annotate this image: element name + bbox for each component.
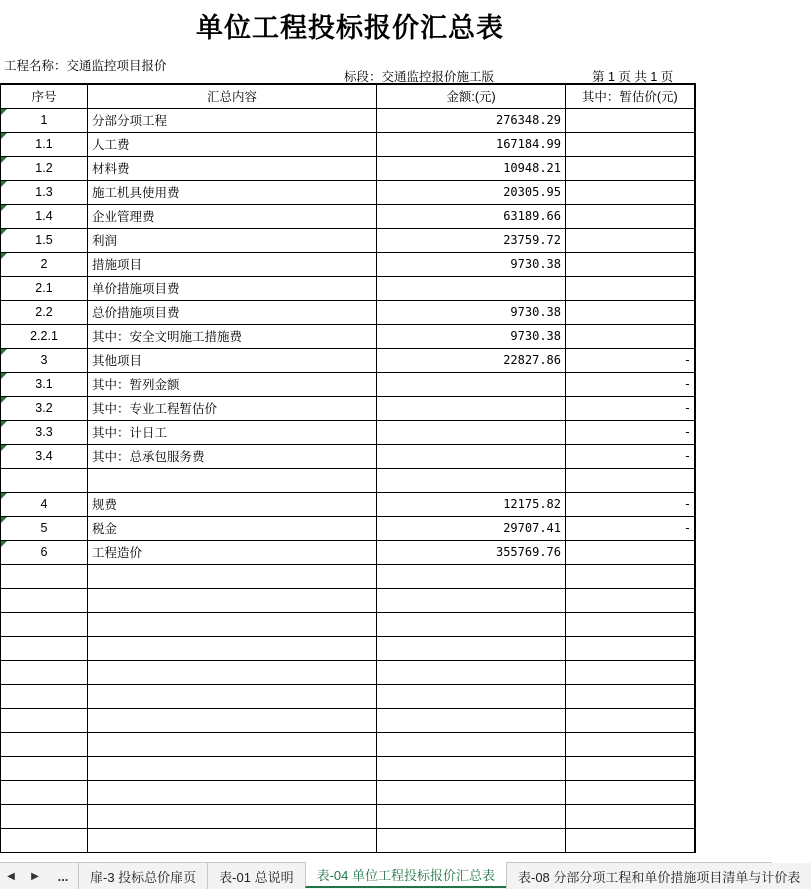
cell-seq[interactable] (1, 276, 88, 300)
cell-provisional[interactable] (566, 468, 695, 492)
cell-seq-text: 1.5 (35, 233, 53, 247)
table-row (1, 444, 695, 468)
empty-cell[interactable] (377, 828, 566, 852)
empty-cell[interactable] (1, 780, 88, 804)
cell-amount[interactable] (377, 204, 566, 228)
cell-seq-text: 3.1 (35, 377, 53, 391)
cell-content-text: 措施项目 (92, 258, 143, 272)
cell-provisional-text: - (685, 353, 690, 367)
cell-content[interactable] (88, 252, 377, 276)
cell-content-text: 其中：计日工 (92, 426, 168, 440)
cell-seq-text: 1.1 (35, 137, 53, 151)
cell-provisional[interactable] (566, 252, 695, 276)
empty-cell[interactable] (377, 612, 566, 636)
cell-content-text: 人工费 (92, 138, 130, 152)
empty-cell[interactable] (377, 588, 566, 612)
empty-row (1, 828, 695, 852)
cell-provisional[interactable] (566, 300, 695, 324)
cell-amount-text: 355769.76 (495, 545, 561, 559)
cell-amount-text: 167184.99 (495, 137, 561, 151)
cell-provisional[interactable] (566, 372, 695, 396)
cell-content-text: 税金 (92, 522, 118, 536)
cell-content[interactable] (88, 468, 377, 492)
empty-cell[interactable] (1, 732, 88, 756)
sheet-tab-cover[interactable]: 扉-3 投标总价扉页 (78, 863, 207, 889)
cell-error-indicator-icon (1, 421, 7, 427)
empty-cell[interactable] (88, 708, 377, 732)
cell-content-text: 其中：暂列金额 (92, 378, 180, 392)
table-row (1, 516, 695, 540)
empty-cell[interactable] (377, 804, 566, 828)
cell-amount-text: 276348.29 (495, 113, 561, 127)
table-row (1, 228, 695, 252)
cell-content[interactable] (88, 156, 377, 180)
cell-error-indicator-icon (1, 253, 7, 259)
table-row (1, 276, 695, 300)
cell-amount[interactable] (377, 156, 566, 180)
table-row (1, 108, 695, 132)
cell-provisional[interactable] (566, 348, 695, 372)
cell-content[interactable] (88, 372, 377, 396)
empty-cell[interactable] (377, 780, 566, 804)
empty-cell[interactable] (566, 804, 695, 828)
empty-row (1, 804, 695, 828)
empty-cell[interactable] (377, 732, 566, 756)
empty-cell[interactable] (88, 732, 377, 756)
cell-content-text: 单价措施项目费 (92, 282, 180, 296)
page-count-label: 第 1 页 共 1 页 (592, 70, 674, 84)
cell-error-indicator-icon (1, 109, 7, 115)
cell-content-text: 其中：专业工程暂估价 (92, 402, 218, 416)
cell-amount[interactable] (377, 324, 566, 348)
empty-cell[interactable] (566, 564, 695, 588)
cell-amount-text: 23759.72 (503, 233, 561, 247)
cell-provisional[interactable] (566, 396, 695, 420)
cell-seq-text: 5 (40, 521, 48, 535)
cell-seq[interactable] (1, 252, 88, 276)
cell-amount-text: 10948.21 (503, 161, 561, 175)
cell-amount-text: 20305.95 (503, 185, 561, 199)
table-row (1, 156, 695, 180)
sheet-tab-bar (0, 862, 801, 889)
table-row (1, 420, 695, 444)
cell-seq[interactable] (1, 396, 88, 420)
empty-cell[interactable] (1, 588, 88, 612)
cell-amount-text: 22827.86 (503, 353, 561, 367)
cell-amount[interactable] (377, 396, 566, 420)
cell-seq-text: 3.3 (35, 425, 53, 439)
cell-seq[interactable] (1, 132, 88, 156)
empty-cell[interactable] (377, 660, 566, 684)
empty-row (1, 684, 695, 708)
cell-error-indicator-icon (1, 397, 7, 403)
cell-provisional[interactable] (566, 108, 695, 132)
empty-cell[interactable] (566, 732, 695, 756)
cell-content-text: 其他项目 (92, 354, 143, 368)
cell-provisional[interactable] (566, 540, 695, 564)
empty-cell[interactable] (88, 612, 377, 636)
cell-seq[interactable] (1, 108, 88, 132)
cell-error-indicator-icon (1, 541, 7, 547)
cell-seq-text: 3.2 (35, 401, 53, 415)
cell-seq-text: 3 (40, 353, 48, 367)
empty-cell[interactable] (377, 708, 566, 732)
table-row (1, 204, 695, 228)
cell-amount[interactable] (377, 108, 566, 132)
cell-seq-text: 4 (40, 497, 48, 511)
cell-content[interactable] (88, 180, 377, 204)
cell-amount-text: 9730.38 (510, 257, 561, 271)
table-row (1, 492, 695, 516)
empty-cell[interactable] (377, 564, 566, 588)
cell-seq[interactable] (1, 156, 88, 180)
cell-amount[interactable] (377, 444, 566, 468)
cell-seq-text: 2.2 (35, 305, 53, 319)
cell-content[interactable] (88, 396, 377, 420)
empty-row (1, 564, 695, 588)
cell-seq-text: 6 (40, 545, 48, 559)
empty-row (1, 756, 695, 780)
cell-amount[interactable] (377, 300, 566, 324)
empty-cell[interactable] (1, 684, 88, 708)
empty-cell[interactable] (88, 804, 377, 828)
empty-cell[interactable] (566, 636, 695, 660)
cell-content-text: 企业管理费 (92, 210, 155, 224)
table-row (1, 300, 695, 324)
cell-amount-text: 9730.38 (510, 305, 561, 319)
empty-cell[interactable] (88, 756, 377, 780)
table-row (1, 252, 695, 276)
empty-cell[interactable] (377, 636, 566, 660)
cell-seq-text: 2.2.1 (30, 329, 58, 343)
cell-content[interactable] (88, 204, 377, 228)
empty-cell[interactable] (1, 564, 88, 588)
empty-cell[interactable] (1, 660, 88, 684)
cell-amount-text: 9730.38 (510, 329, 561, 343)
empty-row (1, 612, 695, 636)
cell-content[interactable] (88, 540, 377, 564)
cell-content[interactable] (88, 444, 377, 468)
cell-content[interactable] (88, 276, 377, 300)
header-amount[interactable]: 金额:(元) (377, 84, 566, 108)
cell-error-indicator-icon (1, 373, 7, 379)
cell-provisional[interactable] (566, 516, 695, 540)
cell-amount-text: 29707.41 (503, 521, 561, 535)
cell-error-indicator-icon (1, 349, 7, 355)
empty-cell[interactable] (1, 708, 88, 732)
cell-provisional[interactable] (566, 420, 695, 444)
empty-cell[interactable] (566, 612, 695, 636)
cell-seq[interactable] (1, 324, 88, 348)
cell-error-indicator-icon (1, 517, 7, 523)
cell-content[interactable] (88, 300, 377, 324)
cell-amount[interactable] (377, 348, 566, 372)
cell-seq-text: 3.4 (35, 449, 53, 463)
empty-cell[interactable] (377, 684, 566, 708)
cell-provisional[interactable] (566, 492, 695, 516)
empty-cell[interactable] (88, 660, 377, 684)
cell-amount[interactable] (377, 180, 566, 204)
empty-cell[interactable] (566, 588, 695, 612)
cell-error-indicator-icon (1, 157, 7, 163)
cell-error-indicator-icon (1, 181, 7, 187)
cell-amount[interactable] (377, 132, 566, 156)
cell-provisional[interactable] (566, 276, 695, 300)
empty-row (1, 636, 695, 660)
cell-seq[interactable] (1, 372, 88, 396)
empty-cell[interactable] (88, 588, 377, 612)
table-body (1, 108, 695, 852)
cell-provisional-text: - (685, 449, 690, 463)
empty-row (1, 660, 695, 684)
empty-cell[interactable] (566, 756, 695, 780)
empty-cell[interactable] (566, 660, 695, 684)
cell-amount[interactable] (377, 420, 566, 444)
cell-content-text: 分部分项工程 (92, 114, 168, 128)
cell-amount[interactable] (377, 276, 566, 300)
empty-cell[interactable] (88, 780, 377, 804)
cell-error-indicator-icon (1, 133, 7, 139)
table-header-row (1, 84, 695, 108)
table-row (1, 372, 695, 396)
cell-seq[interactable] (1, 516, 88, 540)
cell-provisional[interactable] (566, 180, 695, 204)
empty-cell[interactable] (1, 804, 88, 828)
cell-provisional-text: - (685, 521, 690, 535)
sheet-tab-bid-summary[interactable]: 表-04 单位工程投标报价汇总表 (305, 862, 506, 888)
empty-cell[interactable] (566, 708, 695, 732)
empty-cell[interactable] (377, 756, 566, 780)
cell-seq-text: 2.1 (35, 281, 53, 295)
cell-content-text: 其中：安全文明施工措施费 (92, 330, 243, 344)
cell-provisional[interactable] (566, 324, 695, 348)
cell-amount-text: 63189.66 (503, 209, 561, 223)
cell-seq-text: 1 (40, 113, 48, 127)
cell-provisional[interactable] (566, 132, 695, 156)
cell-error-indicator-icon (1, 445, 7, 451)
cell-seq[interactable] (1, 420, 88, 444)
empty-cell[interactable] (1, 636, 88, 660)
cell-provisional[interactable] (566, 156, 695, 180)
cell-seq[interactable] (1, 468, 88, 492)
cell-provisional[interactable] (566, 444, 695, 468)
cell-content[interactable] (88, 348, 377, 372)
cell-seq[interactable] (1, 492, 88, 516)
table-row (1, 180, 695, 204)
cell-seq-text: 1.4 (35, 209, 53, 223)
table-row (1, 468, 695, 492)
cell-seq[interactable] (1, 228, 88, 252)
cell-amount[interactable] (377, 492, 566, 516)
cell-content-text: 施工机具使用费 (92, 186, 180, 200)
triangle-right-icon[interactable]: ▶ (31, 870, 39, 882)
cell-provisional-text: - (685, 425, 690, 439)
cell-content[interactable] (88, 420, 377, 444)
cell-seq-text: 2 (40, 257, 48, 271)
cell-seq[interactable] (1, 348, 88, 372)
sheet-tab-item-pricing[interactable]: 表-08 分部分项工程和单价措施项目清单与计价表 (506, 863, 811, 889)
cell-error-indicator-icon (1, 205, 7, 211)
cell-content-text: 工程造价 (92, 546, 143, 560)
cell-amount[interactable] (377, 252, 566, 276)
cell-content-text: 材料费 (92, 162, 130, 176)
cell-seq[interactable] (1, 300, 88, 324)
cell-provisional[interactable] (566, 204, 695, 228)
report-title: 单位工程投标报价汇总表 (196, 13, 504, 44)
empty-row (1, 732, 695, 756)
cell-seq[interactable] (1, 444, 88, 468)
empty-row (1, 588, 695, 612)
empty-cell[interactable] (1, 828, 88, 852)
cell-error-indicator-icon (1, 229, 7, 235)
cell-content[interactable] (88, 492, 377, 516)
cell-provisional-text: - (685, 377, 690, 391)
cell-amount[interactable] (377, 540, 566, 564)
cell-provisional-text: - (685, 401, 690, 415)
header-provisional[interactable]: 其中：暂估价(元) (566, 84, 695, 108)
cell-amount[interactable] (377, 468, 566, 492)
cell-amount[interactable] (377, 516, 566, 540)
empty-cell[interactable] (88, 564, 377, 588)
cell-provisional[interactable] (566, 228, 695, 252)
header-content[interactable]: 汇总内容 (88, 84, 377, 108)
table-row (1, 396, 695, 420)
sheet-tab-general-notes[interactable]: 表-01 总说明 (207, 863, 304, 889)
table-row (1, 348, 695, 372)
project-name-label: 工程名称：交通监控项目报价 (4, 59, 167, 73)
cell-amount[interactable] (377, 372, 566, 396)
section-label: 标段：交通监控报价施工版 (344, 70, 495, 84)
cell-provisional-text: - (685, 497, 690, 511)
empty-cell[interactable] (566, 684, 695, 708)
cell-content[interactable] (88, 108, 377, 132)
cell-content-text: 总价措施项目费 (92, 306, 180, 320)
cell-amount[interactable] (377, 228, 566, 252)
triangle-left-icon[interactable]: ◀ (7, 870, 15, 882)
empty-cell[interactable] (1, 756, 88, 780)
cell-content-text: 其中：总承包服务费 (92, 450, 205, 464)
cell-content[interactable] (88, 228, 377, 252)
cell-error-indicator-icon (1, 493, 7, 499)
cell-seq[interactable] (1, 180, 88, 204)
sheet-tabs (78, 863, 811, 889)
cell-content-text: 利润 (92, 234, 118, 248)
cell-content-text: 规费 (92, 498, 118, 512)
empty-row (1, 780, 695, 804)
cell-content[interactable] (88, 132, 377, 156)
empty-cell[interactable] (566, 780, 695, 804)
empty-cell[interactable] (88, 636, 377, 660)
empty-cell[interactable] (88, 828, 377, 852)
cell-content[interactable] (88, 516, 377, 540)
empty-cell[interactable] (1, 612, 88, 636)
more-tabs-button[interactable]: ... (57, 868, 69, 884)
empty-row (1, 708, 695, 732)
table-row (1, 324, 695, 348)
table-row (1, 540, 695, 564)
empty-cell[interactable] (88, 684, 377, 708)
summary-table (0, 83, 696, 853)
cell-amount-text: 12175.82 (503, 497, 561, 511)
cell-content[interactable] (88, 324, 377, 348)
cell-seq[interactable] (1, 540, 88, 564)
empty-cell[interactable] (566, 828, 695, 852)
table-row (1, 132, 695, 156)
cell-seq-text: 1.2 (35, 161, 53, 175)
header-seq[interactable]: 序号 (1, 84, 88, 108)
cell-seq[interactable] (1, 204, 88, 228)
cell-seq-text: 1.3 (35, 185, 53, 199)
